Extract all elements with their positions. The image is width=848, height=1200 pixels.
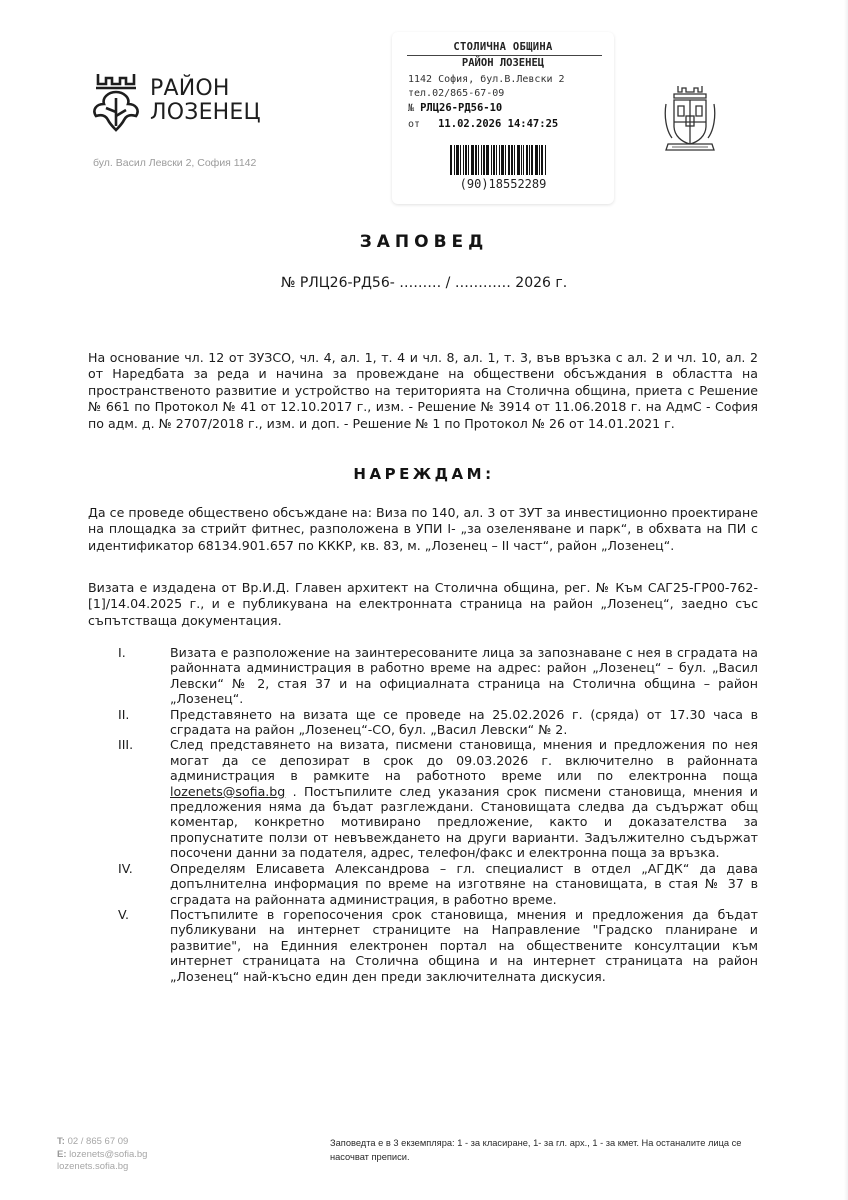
barcode-bar: [481, 145, 482, 175]
order-items-list: [118, 645, 758, 984]
stamp-address: 1142 София, бул.В.Левски 2: [408, 74, 565, 85]
barcode-bar: [499, 145, 500, 175]
visa-paragraph: Визата е издадена от Вр.И.Д. Главен архитект на Столична община, рег. № Към САГ25-ГР00-762-[1]/14.04.2025 г., и е публикувана на електронната страница на район „Лозенец“, заедно със съпътстваща документация.: [88, 580, 758, 628]
stamp-date-row: [408, 118, 558, 130]
legal-basis-paragraph: На основание чл. 12 от ЗУЗСО, чл. 4, ал. 1, т. 4 и чл. 8, ал. 1, т. 3, във връзка с ал. 2 и чл. 10, ал. 2 от Наредбата за реда и начина за провеждане на обществени обсъждания в областта на пространственото развитие и устройство на територията на Столична община, приета с Решение № 661 по Протокол № 41 от 12.10.2017 г., изм. - Решение № 3914 от 11.06.2018 г. на АдмС - София по адм. д. № 2707/2018 г., изм. и доп. - Решение № 1 по Протокол № 26 от 14.01.2021 г.: [88, 350, 758, 431]
sofia-coat-of-arms-icon: [660, 82, 720, 154]
item-text: Постъпилите в горепосочения срок становища, мнения и предложения да бъдат публикувани на интернет страниците на Направление "Градско планиране и развитие", на Единния електронен портал на обществените консултации към интернет страницата на Столична община и на интернет страницата на район „Лозенец“ най-късно един ден преди заключителната дискусия.: [170, 906, 758, 984]
barcode-bar: [460, 145, 461, 175]
barcode-bar: [456, 145, 459, 175]
item-text-before-link: След представянето на визата, писмени становища, мнения и предложения по нея могат да се депозират в срок до 09.03.2026 г. включително в районната администрация в рамките на работното време или по електронна поща: [170, 737, 758, 784]
order-item: [118, 737, 758, 860]
barcode-bar: [517, 145, 520, 175]
scan-edge-shadow: [844, 0, 848, 1200]
registration-stamp: [392, 32, 614, 204]
barcode-bar: [523, 145, 524, 175]
barcode-bar: [478, 145, 479, 175]
barcode-bar: [514, 145, 515, 175]
barcode-bar: [450, 145, 452, 175]
order-item: [118, 707, 758, 738]
barcode-bar: [531, 145, 533, 175]
logo-line-1: РАЙОН: [150, 76, 230, 101]
barcode-bar: [483, 145, 485, 175]
logo-line-2: ЛОЗЕНЕЦ: [150, 100, 261, 125]
stamp-datetime: 11.02.2026 14:47:25: [438, 118, 559, 130]
footer-contact: [57, 1136, 147, 1174]
item-text: Представянето на визата ще се проведе на 25.02.2026 г. (сряда) от 17.30 часа в сградата на район „Лозенец“-СО, бул. „Васил Левски“ № 2.: [170, 706, 758, 738]
barcode-bar: [521, 145, 522, 175]
intro-paragraph: Да се проведе обществено обсъждане на: Виза по 140, ал. 3 от ЗУТ за инвестиционно проектиране на площадка за стрийт фитнес, разположена в УПИ I- „за озеленяване и парк“, в обхвата на ПИ с идентификатор 68134.901.657 по КККР, кв. 83, м. „Лозенец – II част“, район „Лозенец“.: [88, 505, 758, 553]
item-text: [170, 737, 758, 860]
stamp-phone: тел.02/865-67-09: [408, 88, 505, 99]
barcode-bar: [475, 145, 477, 175]
item-text: Визата е разположение на заинтересованите лица за запознаване с нея в сградата на районната администрация в работно време на адрес: район „Лозенец“ – бул. „Васил Левски“ № 2, стая 37 и на официалната страница на Столична община – район „Лозенец“.: [170, 645, 758, 707]
copies-note: Заповедта е в 3 екземпляра: 1 - за класиране, 1- за гл. арх., 1 - за кмет. На останалите лица се насочват преписи.: [330, 1138, 742, 1162]
email-label: E:: [57, 1148, 67, 1160]
item-number: V.: [118, 906, 129, 922]
header-address: бул. Васил Левски 2, София 1142: [93, 157, 257, 169]
barcode-bar: [545, 145, 546, 175]
order-item: [118, 645, 758, 707]
item-text: Определям Елисавета Александрова – гл. специалист в отдел „АГДК“ да дава допълнителна информация по време на изготвяне на становищата, в стая № 37 в сградата на районната администрация, в работно време.: [170, 860, 758, 907]
barcode-bar: [526, 145, 528, 175]
email-link[interactable]: lozenets@sofia.bg: [170, 783, 286, 799]
email-value: lozenets@sofia.bg: [69, 1148, 148, 1160]
item-number: II.: [118, 706, 130, 722]
phone-label: T:: [57, 1136, 65, 1147]
document-number: № РЛЦ26-РД56- ……… / ………… 2026 г.: [280, 275, 568, 291]
order-item: [118, 861, 758, 907]
barcode-bar: [535, 145, 538, 175]
item-number: IV.: [118, 860, 133, 876]
footer-website: lozenets.sofia.bg: [57, 1161, 129, 1172]
stamp-reg-row: [408, 102, 502, 114]
barcode-bar: [496, 145, 497, 175]
item-number: I.: [118, 645, 126, 660]
phone-value: 02 / 865 67 09: [67, 1136, 129, 1147]
footer-phone: [57, 1136, 147, 1149]
barcode-bar: [463, 145, 464, 175]
item-number: III.: [118, 737, 134, 753]
barcode-bar: [511, 145, 513, 175]
footer-email: [57, 1149, 147, 1162]
barcode-bar: [541, 145, 543, 175]
barcode-bar: [501, 145, 504, 175]
district-logo: [88, 70, 261, 132]
barcode-bar: [539, 145, 540, 175]
order-item: [118, 907, 758, 984]
barcode-bar: [486, 145, 489, 175]
barcode-bar: [454, 145, 455, 175]
document-title: ЗАПОВЕД: [359, 232, 489, 252]
barcode-bar: [491, 145, 492, 175]
barcode-bar: [471, 145, 474, 175]
stamp-reg-label: №: [408, 103, 415, 114]
barcode-bar: [465, 145, 467, 175]
stamp-divider: [407, 55, 602, 56]
stamp-reg-number: РЛЦ26-РД56-10: [420, 102, 503, 114]
stamp-title: СТОЛИЧНА ОБЩИНА: [453, 41, 553, 53]
barcode-bar: [508, 145, 510, 175]
barcode: [450, 145, 550, 175]
item-text-after-link: . Постъпилите след указания срок писмени становища, мнения и предложения няма да бъдат разглеждани. Становищата следва да съдържат общ коментар, конкретно мотивирано предложение, както и доказателства за пропуснатите ползи от невъвеждането на други варианти. Задължително съдържат посочени данни за подателя, адрес, телефон/факс и електронна поща за връзка.: [170, 783, 758, 861]
order-heading: НАРЕЖДАМ:: [353, 465, 495, 483]
barcode-bar: [529, 145, 530, 175]
crown-leaf-emblem-icon: [88, 70, 144, 132]
stamp-subtitle: РАЙОН ЛОЗЕНЕЦ: [461, 57, 545, 69]
stamp-date-label: от: [408, 119, 421, 130]
barcode-bar: [505, 145, 506, 175]
barcode-bar: [468, 145, 469, 175]
barcode-text: (90)18552289: [459, 177, 547, 191]
barcode-bar: [493, 145, 495, 175]
